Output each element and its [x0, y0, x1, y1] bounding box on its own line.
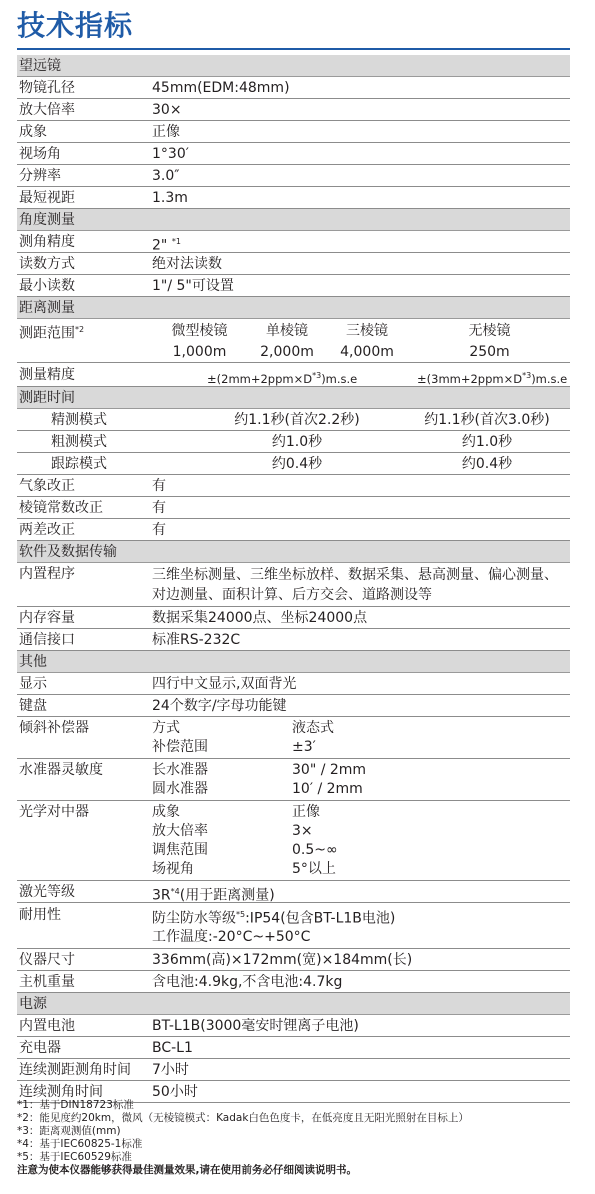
spec-value: 24个数字/字母功能键 [152, 698, 287, 714]
spec-label: 仪器尺寸 [19, 952, 75, 968]
range-col-header: 单棱镜 [266, 323, 308, 339]
spec-label: 棱镜常数改正 [19, 500, 103, 516]
spec-value: 1.3m [152, 190, 188, 206]
sub-label: 场视角 [152, 861, 194, 877]
sub-value: 液态式 [292, 720, 334, 736]
spec-label: 倾斜补偿器 [19, 720, 89, 736]
spec-row [17, 759, 570, 801]
footnote-marker: *5 [236, 910, 246, 919]
spec-row [17, 519, 570, 541]
sub-label: 长水准器 [152, 762, 208, 778]
spec-table [17, 55, 570, 1103]
range-col-header: 三棱镜 [346, 323, 388, 339]
spec-row [17, 497, 570, 519]
sub-label: 补偿范围 [152, 739, 208, 755]
timing-label: 粗测模式 [51, 434, 107, 450]
spec-row [17, 77, 570, 99]
timing-prism: 约0.4秒 [271, 456, 323, 472]
timing-prism: 约1.1秒(首次2.2秒) [234, 412, 360, 428]
sub-value: 3× [292, 823, 313, 839]
footnote: *5：基于IEC60529标准 [17, 1151, 132, 1163]
range-col-header: 无棱镜 [468, 323, 511, 339]
spec-value: 绝对法读数 [152, 256, 222, 272]
spec-label: 内存容量 [19, 610, 75, 626]
spec-row [17, 695, 570, 717]
spec-label: 读数方式 [19, 256, 75, 272]
spec-label: 内置程序 [19, 566, 75, 582]
usage-note: 注意为使本仪器能够获得最佳测量效果,请在使用前务必仔细阅读说明书。 [17, 1164, 357, 1176]
spec-label: 测距范围$^{*2}$ [19, 325, 85, 342]
footnote: *1：基于DIN18723标准 [17, 1099, 134, 1111]
spec-label: 连续测角时间 [19, 1084, 103, 1100]
spec-row [17, 143, 570, 165]
footnote-marker: *2 [75, 325, 85, 334]
spec-row [17, 275, 570, 297]
spec-label: 激光等级 [19, 884, 75, 900]
range-value: 250m [469, 344, 510, 360]
spec-label: 最小读数 [19, 278, 75, 294]
sub-label: 圆水准器 [152, 781, 208, 797]
range-value: 4,000m [340, 344, 394, 360]
spec-value: 50小时 [152, 1084, 198, 1100]
spec-value: 2" $^{*1}$ [152, 237, 181, 254]
timing-prism: 约1.0秒 [271, 434, 323, 450]
title-rule [17, 48, 570, 50]
spec-row [17, 99, 570, 121]
spec-value: 1°30′ [152, 146, 189, 162]
spec-value: 336mm(高)×172mm(宽)×184mm(长) [152, 952, 413, 968]
spec-row [17, 165, 570, 187]
spec-value: 1"/ 5"可设置 [152, 278, 234, 294]
sub-value: 5°以上 [292, 861, 336, 877]
sub-label: 成象 [152, 804, 180, 820]
spec-value: 有 [152, 522, 166, 538]
section-software [17, 541, 570, 563]
timing-reflectorless: 约0.4秒 [461, 456, 513, 472]
range-value: 1,000m [172, 344, 227, 360]
spec-label: 主机重量 [19, 974, 75, 990]
sub-value: ±3′ [292, 739, 316, 755]
section-title: 望远镜 [19, 58, 61, 74]
spec-row [17, 231, 570, 253]
spec-value: 45mm(EDM:48mm) [152, 80, 290, 96]
spec-label: 物镜孔径 [19, 80, 75, 96]
sub-label: 方式 [152, 720, 180, 736]
spec-row [17, 1037, 570, 1059]
spec-value: 30× [152, 102, 182, 118]
section-title: 软件及数据传输 [19, 544, 117, 560]
spec-value: 数据采集24000点、坐标24000点 [152, 610, 368, 626]
spec-row [17, 253, 570, 275]
spec-label: 充电器 [19, 1040, 61, 1056]
accuracy-reflectorless: $\pm(3mm+2ppm\times D^{*3})m.s.e$ [417, 371, 568, 386]
spec-label: 成象 [19, 124, 47, 140]
spec-value: 正像 [152, 124, 180, 140]
sub-value: 10′ / 2mm [292, 781, 363, 797]
section-title: 距离测量 [19, 300, 75, 316]
sub-label: 放大倍率 [152, 823, 208, 839]
spec-label: 耐用性 [19, 907, 61, 923]
spec-label: 分辨率 [19, 168, 61, 184]
spec-label: 键盘 [19, 698, 47, 714]
spec-label: 连续测距测角时间 [19, 1062, 131, 1078]
spec-value: 工作温度:-20°C~+50°C [152, 929, 311, 945]
section-title: 角度测量 [19, 212, 75, 228]
spec-row [17, 801, 570, 881]
spec-label: 视场角 [19, 146, 61, 162]
spec-label: 水准器灵敏度 [19, 762, 103, 778]
footnotes [17, 1099, 577, 1177]
section-title: 测距时间 [19, 390, 75, 406]
spec-label: 测角精度 [19, 234, 75, 250]
accuracy-prism: $\pm(2mm+2ppm\times D^{*3})m.s.e$ [207, 371, 358, 386]
timing-reflectorless: 约1.0秒 [461, 434, 513, 450]
spec-row [17, 1059, 570, 1081]
section-timing [17, 387, 570, 409]
spec-value: 四行中文显示,双面背光 [152, 676, 297, 692]
footnote-marker: *1 [171, 237, 181, 246]
range-value: 2,000m [260, 344, 314, 360]
spec-value: 有 [152, 478, 166, 494]
timing-label: 精测模式 [51, 412, 107, 428]
section-distance [17, 297, 570, 319]
range-col-header: 微型棱镜 [171, 323, 228, 339]
sub-value: 30" / 2mm [292, 762, 367, 778]
footnote: *3：距离观测值(mm) [17, 1125, 121, 1137]
timing-row [17, 453, 570, 475]
spec-value: 有 [152, 500, 166, 516]
timing-row [17, 409, 570, 431]
sub-value: 正像 [292, 804, 320, 820]
section-title: 电源 [19, 996, 47, 1012]
spec-label: 最短视距 [19, 190, 75, 206]
spec-label: 放大倍率 [19, 102, 75, 118]
footnote: *4：基于IEC60825-1标准 [17, 1138, 143, 1150]
spec-row [17, 1015, 570, 1037]
spec-row [17, 971, 570, 993]
spec-row [17, 717, 570, 759]
spec-row [17, 363, 570, 387]
spec-row [17, 607, 570, 629]
spec-value: $3R^{*4}$(用于距离测量) [152, 887, 275, 904]
spec-label: 内置电池 [19, 1018, 75, 1034]
spec-row [17, 881, 570, 903]
sub-value: 0.5~∞ [292, 842, 338, 858]
spec-label: 显示 [19, 676, 47, 692]
section-telescope [17, 55, 570, 77]
spec-value: 标准RS-232C [152, 632, 241, 648]
spec-value: 三维坐标测量、三维坐标放样、数据采集、悬高测量、偏心测量、对边测量、面积计算、后方交会、道路测设等 [152, 567, 558, 603]
page-title: 技术指标 [17, 9, 134, 42]
spec-value: BC-L1 [152, 1040, 193, 1056]
spec-row [17, 673, 570, 695]
spec-row-range [17, 319, 570, 363]
spec-label: 光学对中器 [19, 804, 89, 820]
spec-label: 通信接口 [19, 632, 75, 648]
spec-row [17, 475, 570, 497]
section-power [17, 993, 570, 1015]
spec-row [17, 629, 570, 651]
spec-row [17, 903, 570, 949]
section-angle [17, 209, 570, 231]
section-title: 其他 [19, 654, 47, 670]
spec-label: 测量精度 [19, 367, 75, 383]
spec-row [17, 949, 570, 971]
spec-label: 两差改正 [19, 522, 75, 538]
spec-row [17, 187, 570, 209]
spec-value: 防尘防水等级$^{*5}$:IP54(包含BT-L1B电池) [152, 910, 396, 927]
spec-label: 气象改正 [19, 478, 75, 494]
spec-row [17, 563, 570, 607]
sub-label: 调焦范围 [152, 842, 208, 858]
spec-value: BT-L1B(3000毫安时锂离子电池) [152, 1018, 359, 1034]
footnote-marker: *4 [170, 887, 180, 896]
section-other [17, 651, 570, 673]
timing-reflectorless: 约1.1秒(首次3.0秒) [424, 412, 550, 428]
timing-row [17, 431, 570, 453]
spec-row [17, 121, 570, 143]
spec-value: 7小时 [152, 1062, 189, 1078]
spec-value: 含电池:4.9kg,不含电池:4.7kg [152, 974, 343, 990]
footnote: *2：能见度约20km，微风（无棱镜模式：Kadak白色色度卡，在低亮度且无阳光照射在目标上） [17, 1112, 469, 1124]
spec-value: 3.0″ [152, 168, 180, 184]
timing-label: 跟踪模式 [51, 456, 107, 472]
